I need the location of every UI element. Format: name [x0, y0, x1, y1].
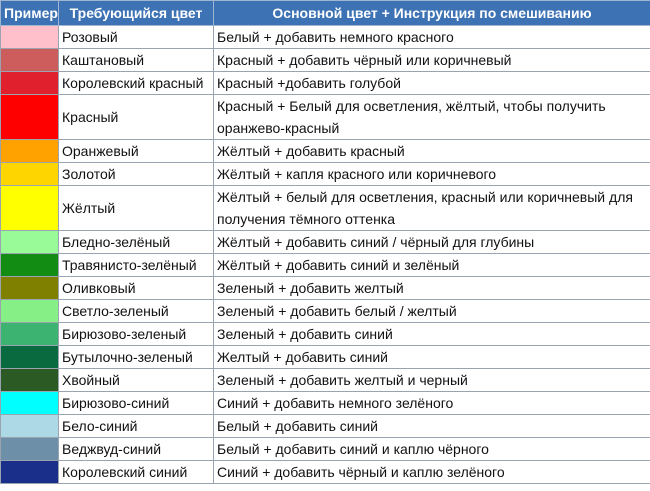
color-name: Жёлтый: [59, 186, 214, 231]
mixing-instruction: Белый + добавить синий: [214, 415, 650, 438]
table-row: [1, 163, 650, 186]
table-body: [1, 26, 650, 484]
color-swatch: [1, 461, 59, 484]
table-row: [1, 231, 650, 254]
table-row: [1, 438, 650, 461]
mixing-instruction: Зеленый + добавить белый / желтый: [214, 300, 650, 323]
color-name: Веджвуд-синий: [59, 438, 214, 461]
color-swatch: [1, 163, 59, 186]
mixing-instruction: Красный + добавить чёрный или коричневый: [214, 49, 650, 72]
mixing-instruction: Жёлтый + белый для осветления, красный или коричневый для получения тёмного оттенка: [214, 186, 650, 231]
mixing-instruction: Жёлтый + добавить синий и зелёный: [214, 254, 650, 277]
color-swatch: [1, 300, 59, 323]
table-row: [1, 300, 650, 323]
color-name: Золотой: [59, 163, 214, 186]
color-swatch: [1, 72, 59, 95]
color-swatch: [1, 438, 59, 461]
mixing-instruction: Зеленый + добавить синий: [214, 323, 650, 346]
table-row: [1, 415, 650, 438]
color-name: Оливковый: [59, 277, 214, 300]
color-swatch: [1, 415, 59, 438]
header-row: [1, 1, 650, 26]
color-swatch: [1, 277, 59, 300]
mixing-instruction: Синий + добавить немного зелёного: [214, 392, 650, 415]
table-row: [1, 461, 650, 484]
table-row: [1, 72, 650, 95]
mixing-instruction: Белый + добавить немного красного: [214, 26, 650, 49]
color-name: Каштановый: [59, 49, 214, 72]
mixing-instruction: Белый + добавить синий и каплю чёрного: [214, 438, 650, 461]
color-swatch: [1, 49, 59, 72]
mixing-instruction: Жёлтый + добавить красный: [214, 140, 650, 163]
color-swatch: [1, 323, 59, 346]
color-swatch: [1, 346, 59, 369]
header-required-color: Требующийся цвет: [59, 1, 214, 26]
color-swatch: [1, 254, 59, 277]
color-name: Оранжевый: [59, 140, 214, 163]
color-name: Бледно-зелёный: [59, 231, 214, 254]
mixing-instruction: Желтый + добавить синий: [214, 346, 650, 369]
color-name: Бутылочно-зеленый: [59, 346, 214, 369]
mixing-instruction: Красный +добавить голубой: [214, 72, 650, 95]
color-swatch: [1, 231, 59, 254]
color-name: Красный: [59, 95, 214, 140]
color-name: Королевский красный: [59, 72, 214, 95]
color-swatch: [1, 392, 59, 415]
header-sample: Пример: [1, 1, 59, 26]
color-name: Розовый: [59, 26, 214, 49]
table-row: [1, 346, 650, 369]
mixing-instruction: Зеленый + добавить желтый и черный: [214, 369, 650, 392]
color-swatch: [1, 140, 59, 163]
color-name: Бело-синий: [59, 415, 214, 438]
table-row: [1, 140, 650, 163]
color-name: Хвойный: [59, 369, 214, 392]
color-name: Травянисто-зелёный: [59, 254, 214, 277]
color-swatch: [1, 26, 59, 49]
table-row: [1, 254, 650, 277]
color-swatch: [1, 186, 59, 231]
color-name: Королевский синий: [59, 461, 214, 484]
color-name: Бирюзово-зеленый: [59, 323, 214, 346]
color-name: Светло-зеленый: [59, 300, 214, 323]
table-row: [1, 95, 650, 140]
mixing-instruction: Зеленый + добавить желтый: [214, 277, 650, 300]
table-row: [1, 49, 650, 72]
table-row: [1, 26, 650, 49]
table-row: [1, 186, 650, 231]
mixing-instruction: Синий + добавить чёрный и каплю зелёного: [214, 461, 650, 484]
color-swatch: [1, 95, 59, 140]
color-swatch: [1, 369, 59, 392]
color-name: Бирюзово-синий: [59, 392, 214, 415]
table-row: [1, 392, 650, 415]
table-row: [1, 323, 650, 346]
mixing-instruction: Красный + Белый для осветления, жёлтый, чтобы получить оранжево-красный: [214, 95, 650, 140]
table-row: [1, 369, 650, 392]
table-row: [1, 277, 650, 300]
mixing-instruction: Жёлтый + капля красного или коричневого: [214, 163, 650, 186]
mixing-instruction: Жёлтый + добавить синий / чёрный для глубины: [214, 231, 650, 254]
header-instruction: Основной цвет + Инструкция по смешиванию: [214, 1, 650, 26]
